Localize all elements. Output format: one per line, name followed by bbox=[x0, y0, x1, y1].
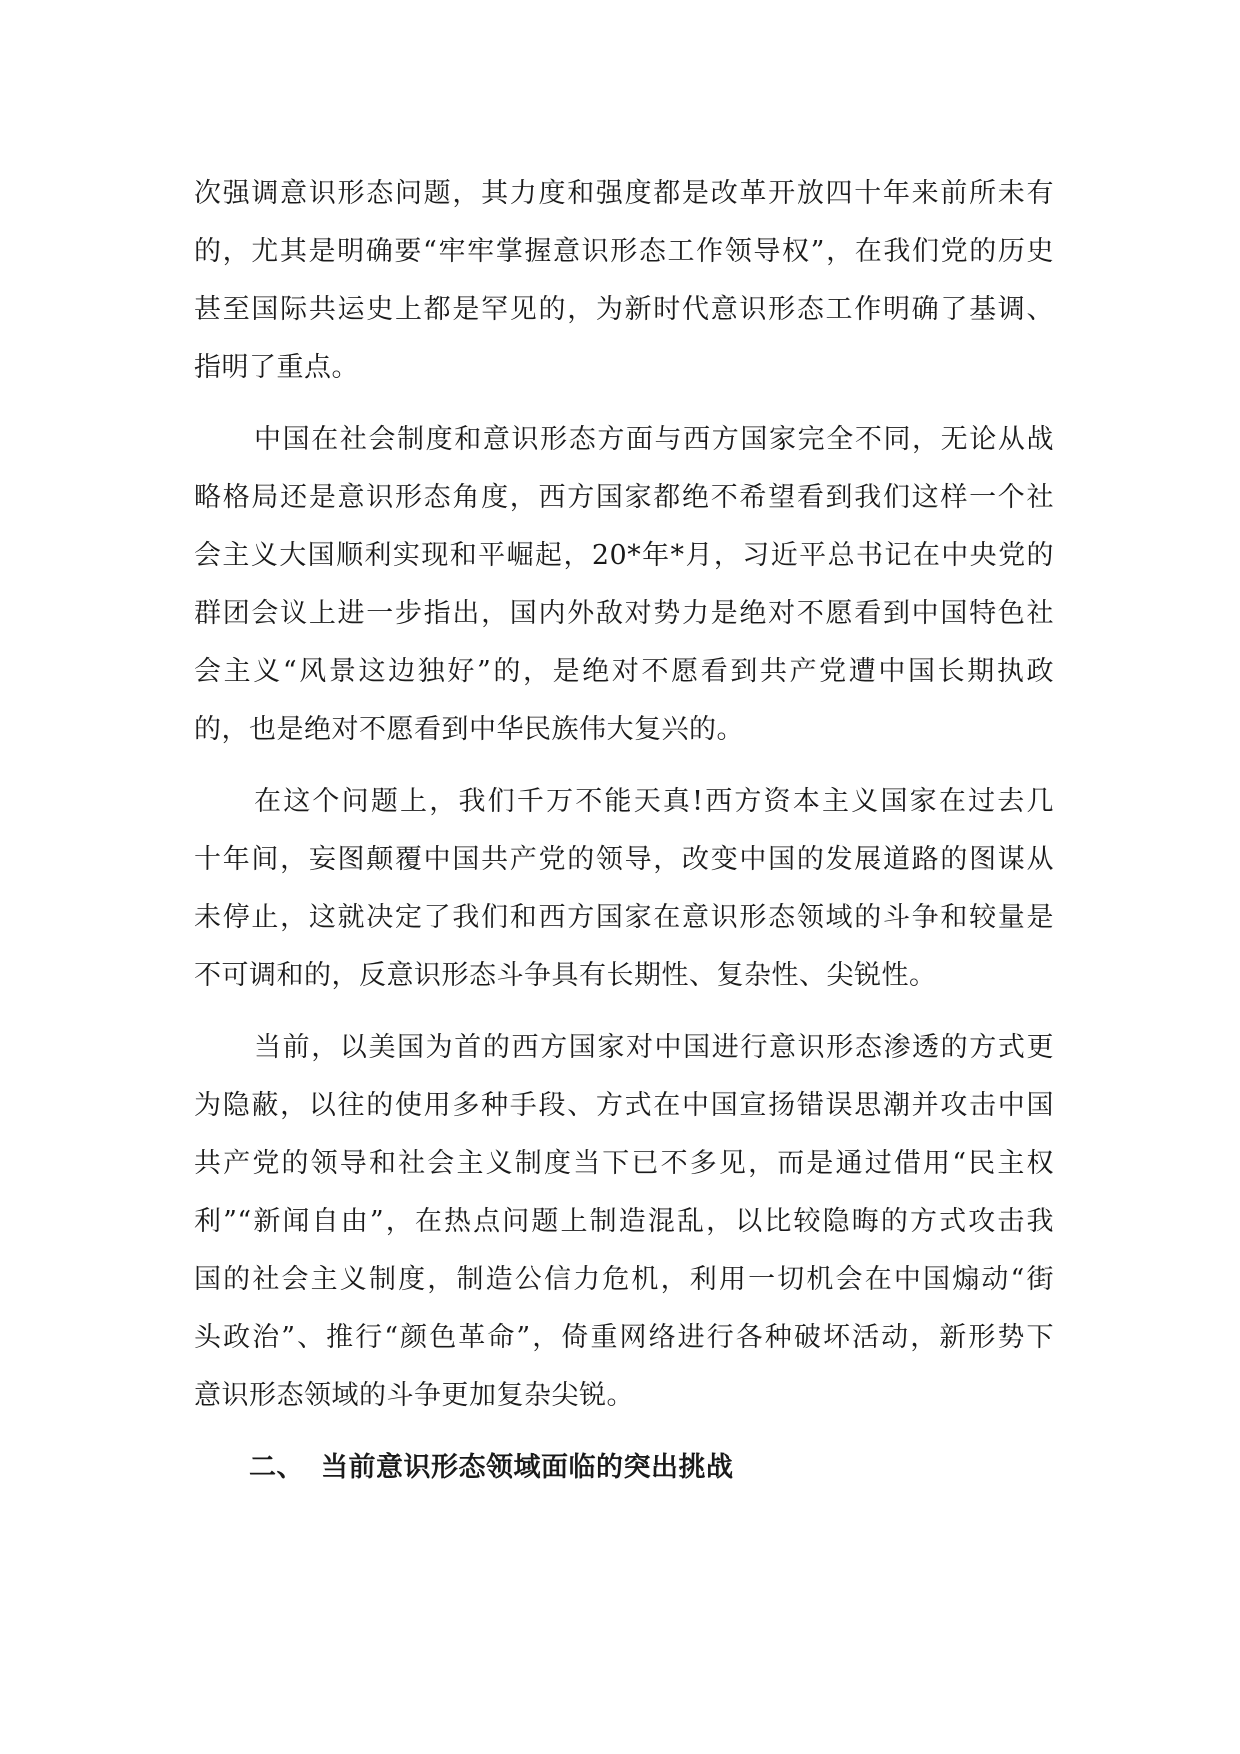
text-line: 甚至国际共运史上都是罕见的，为新时代意识形态工作明确了基调、 bbox=[194, 294, 1054, 325]
text-line: 会主义“风景这边独好”的，是绝对不愿看到共产党遭中国长期执政 bbox=[194, 656, 1054, 687]
text-line: 指明了重点。 bbox=[194, 352, 359, 383]
text-line: 略格局还是意识形态角度，西方国家都绝不希望看到我们这样一个社 bbox=[194, 482, 1054, 513]
paragraph-3 bbox=[194, 773, 1054, 1005]
text-line: 中国在社会制度和意识形态方面与西方国家完全不同，无论从战 bbox=[254, 424, 1054, 455]
text-line: 利”“新闻自由”，在热点问题上制造混乱，以比较隐晦的方式攻击我 bbox=[194, 1206, 1054, 1237]
text-line: 国的社会主义制度，制造公信力危机，利用一切机会在中国煽动“街 bbox=[194, 1264, 1054, 1295]
text-line: 共产党的领导和社会主义制度当下已不多见，而是通过借用“民主权 bbox=[194, 1148, 1054, 1179]
text-line: 群团会议上进一步指出，国内外敌对势力是绝对不愿看到中国特色社 bbox=[194, 598, 1054, 629]
paragraph-4 bbox=[194, 1019, 1054, 1425]
text-line: 当前，以美国为首的西方国家对中国进行意识形态渗透的方式更 bbox=[254, 1032, 1054, 1063]
paragraph-2 bbox=[194, 411, 1054, 759]
text-line: 会主义大国顺利实现和平崛起，20*年*月，习近平总书记在中央党的 bbox=[194, 540, 1054, 571]
section-title: 当前意识形态领域面临的突出挑战 bbox=[321, 1452, 734, 1483]
paragraph-1 bbox=[194, 165, 1054, 397]
text-line: 为隐蔽，以往的使用多种手段、方式在中国宣扬错误思潮并攻击中国 bbox=[194, 1090, 1054, 1121]
text-line: 十年间，妄图颠覆中国共产党的领导，改变中国的发展道路的图谋从 bbox=[194, 844, 1054, 875]
text-line: 不可调和的，反意识形态斗争具有长期性、复杂性、尖锐性。 bbox=[194, 960, 937, 991]
text-line: 未停止，这就决定了我们和西方国家在意识形态领域的斗争和较量是 bbox=[194, 902, 1054, 933]
text-line: 的，也是绝对不愿看到中华民族伟大复兴的。 bbox=[194, 714, 744, 745]
text-line: 次强调意识形态问题，其力度和强度都是改革开放四十年来前所未有 bbox=[194, 178, 1054, 209]
text-line: 头政治”、推行“颜色革命”，倚重网络进行各种破坏活动，新形势下 bbox=[194, 1322, 1054, 1353]
text-line: 的，尤其是明确要“牢牢掌握意识形态工作领导权”，在我们党的历史 bbox=[194, 236, 1054, 267]
section-number: 二、 bbox=[249, 1452, 304, 1483]
section-heading bbox=[194, 1439, 1054, 1497]
text-line: 意识形态领域的斗争更加复杂尖锐。 bbox=[194, 1380, 634, 1411]
document-body bbox=[194, 165, 1054, 1497]
text-line: 在这个问题上，我们千万不能天真!西方资本主义国家在过去几 bbox=[254, 786, 1054, 817]
